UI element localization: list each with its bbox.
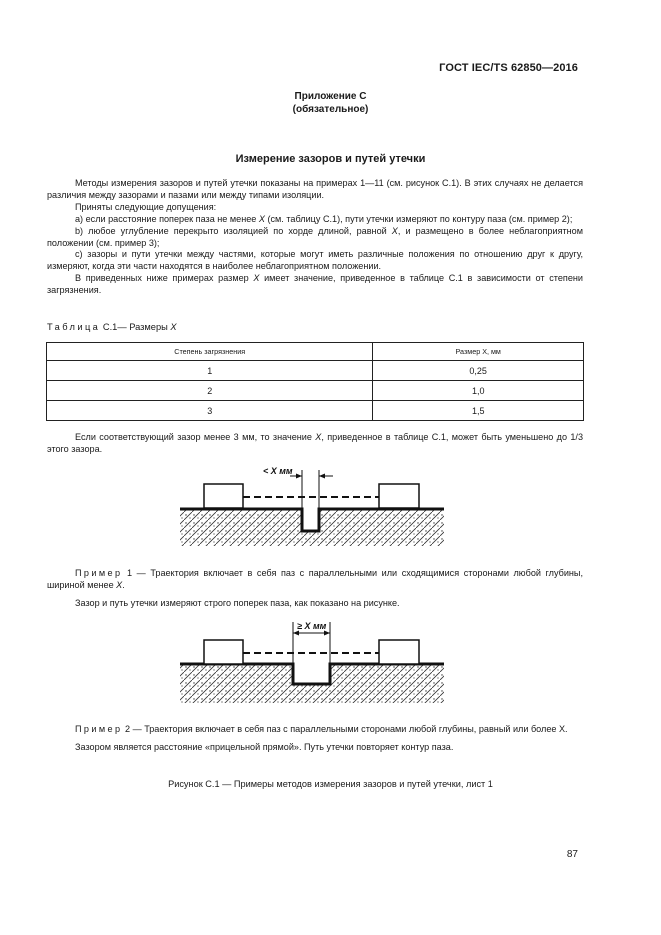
conductor-right-2 (379, 640, 419, 664)
cell-size: 0,25 (373, 361, 584, 381)
dimension-label-2: ≥ X мм (297, 621, 327, 631)
cell-degree: 1 (47, 361, 373, 381)
substrate-2 (180, 664, 444, 703)
assumption-b: b) любое углубление перекрыто изоляцией по хорде длиной, равной X, и размещено в более неблагоприятном положении (см. пример 3); (47, 225, 583, 248)
intro-paragraph-3: В приведенных ниже примерах размер X имеет значение, приведенное в таблице С.1 в зависимости от степени загрязнения. (47, 273, 583, 296)
example-2-follow: Зазором является расстояние «прицельной прямой». Путь утечки повторяет контур паза. (75, 741, 454, 752)
figure-caption: Рисунок С.1 — Примеры методов измерения зазоров и путей утечки, лист 1 (168, 779, 493, 789)
example-2-text: Пример 2 — Траектория включает в себя паз с параллельными сторонами любой глубины, равный или более X. Зазором является расстояние «прицельной прямой». Путь утечки повторяет контур паза. (47, 724, 583, 754)
assumption-c: с) зазоры и пути утечки между частями, которые могут иметь различные положения по отношению друг к другу, измеряют, когда эти части находятся в наиболее неблагоприятном положении. (47, 249, 583, 272)
cell-degree: 3 (47, 401, 373, 421)
page-number: 87 (566, 849, 578, 860)
appendix-title: Приложение С (294, 91, 367, 102)
cell-size: 1,5 (373, 401, 584, 421)
section-title: Измерение зазоров и путей утечки (235, 153, 426, 165)
example-1-follow: Зазор и путь утечки измеряют строго поперек паза, как показано на рисунке. (75, 597, 400, 608)
intro-paragraph-1: Методы измерения зазоров и путей утечки показаны на примерах 1—11 (см. рисунок С.1). В этих случаях не делается различия между зазорами и пазами или между типами изоляции. (47, 178, 583, 200)
appendix-subtitle: (обязательное) (292, 104, 369, 115)
col-header-degree: Степень загрязнения (47, 343, 373, 361)
dimension-label-1: < X мм (263, 466, 293, 476)
reduction-note: Если соответствующий зазор менее 3 мм, то значение X, приведенное в таблице С.1, может быть уменьшено до 1/3 этого зазора. (47, 432, 584, 454)
intro-paragraph-2: Приняты следующие допущения: (75, 201, 217, 212)
cell-size: 1,0 (373, 381, 584, 401)
example-1-text: Пример 1 — Траектория включает в себя паз с параллельными или сходящимися сторонами любой глубины, шириной менее X. Зазор и путь утечки измеряют строго поперек паза, как показано на рисунке. (47, 568, 583, 608)
cell-degree: 2 (47, 381, 373, 401)
document-header: ГОСТ IEC/TS 62850—2016 (439, 62, 578, 74)
assumption-a: а) если расстояние поперек паза не менее X (см. таблицу С.1), пути утечки измеряют по контуру паза (см. пример 2); (75, 213, 573, 224)
col-header-size: Размер X, мм (373, 343, 584, 361)
conductor-left-2 (204, 640, 243, 664)
table-caption: Таблица С.1— Размеры X (47, 322, 177, 332)
